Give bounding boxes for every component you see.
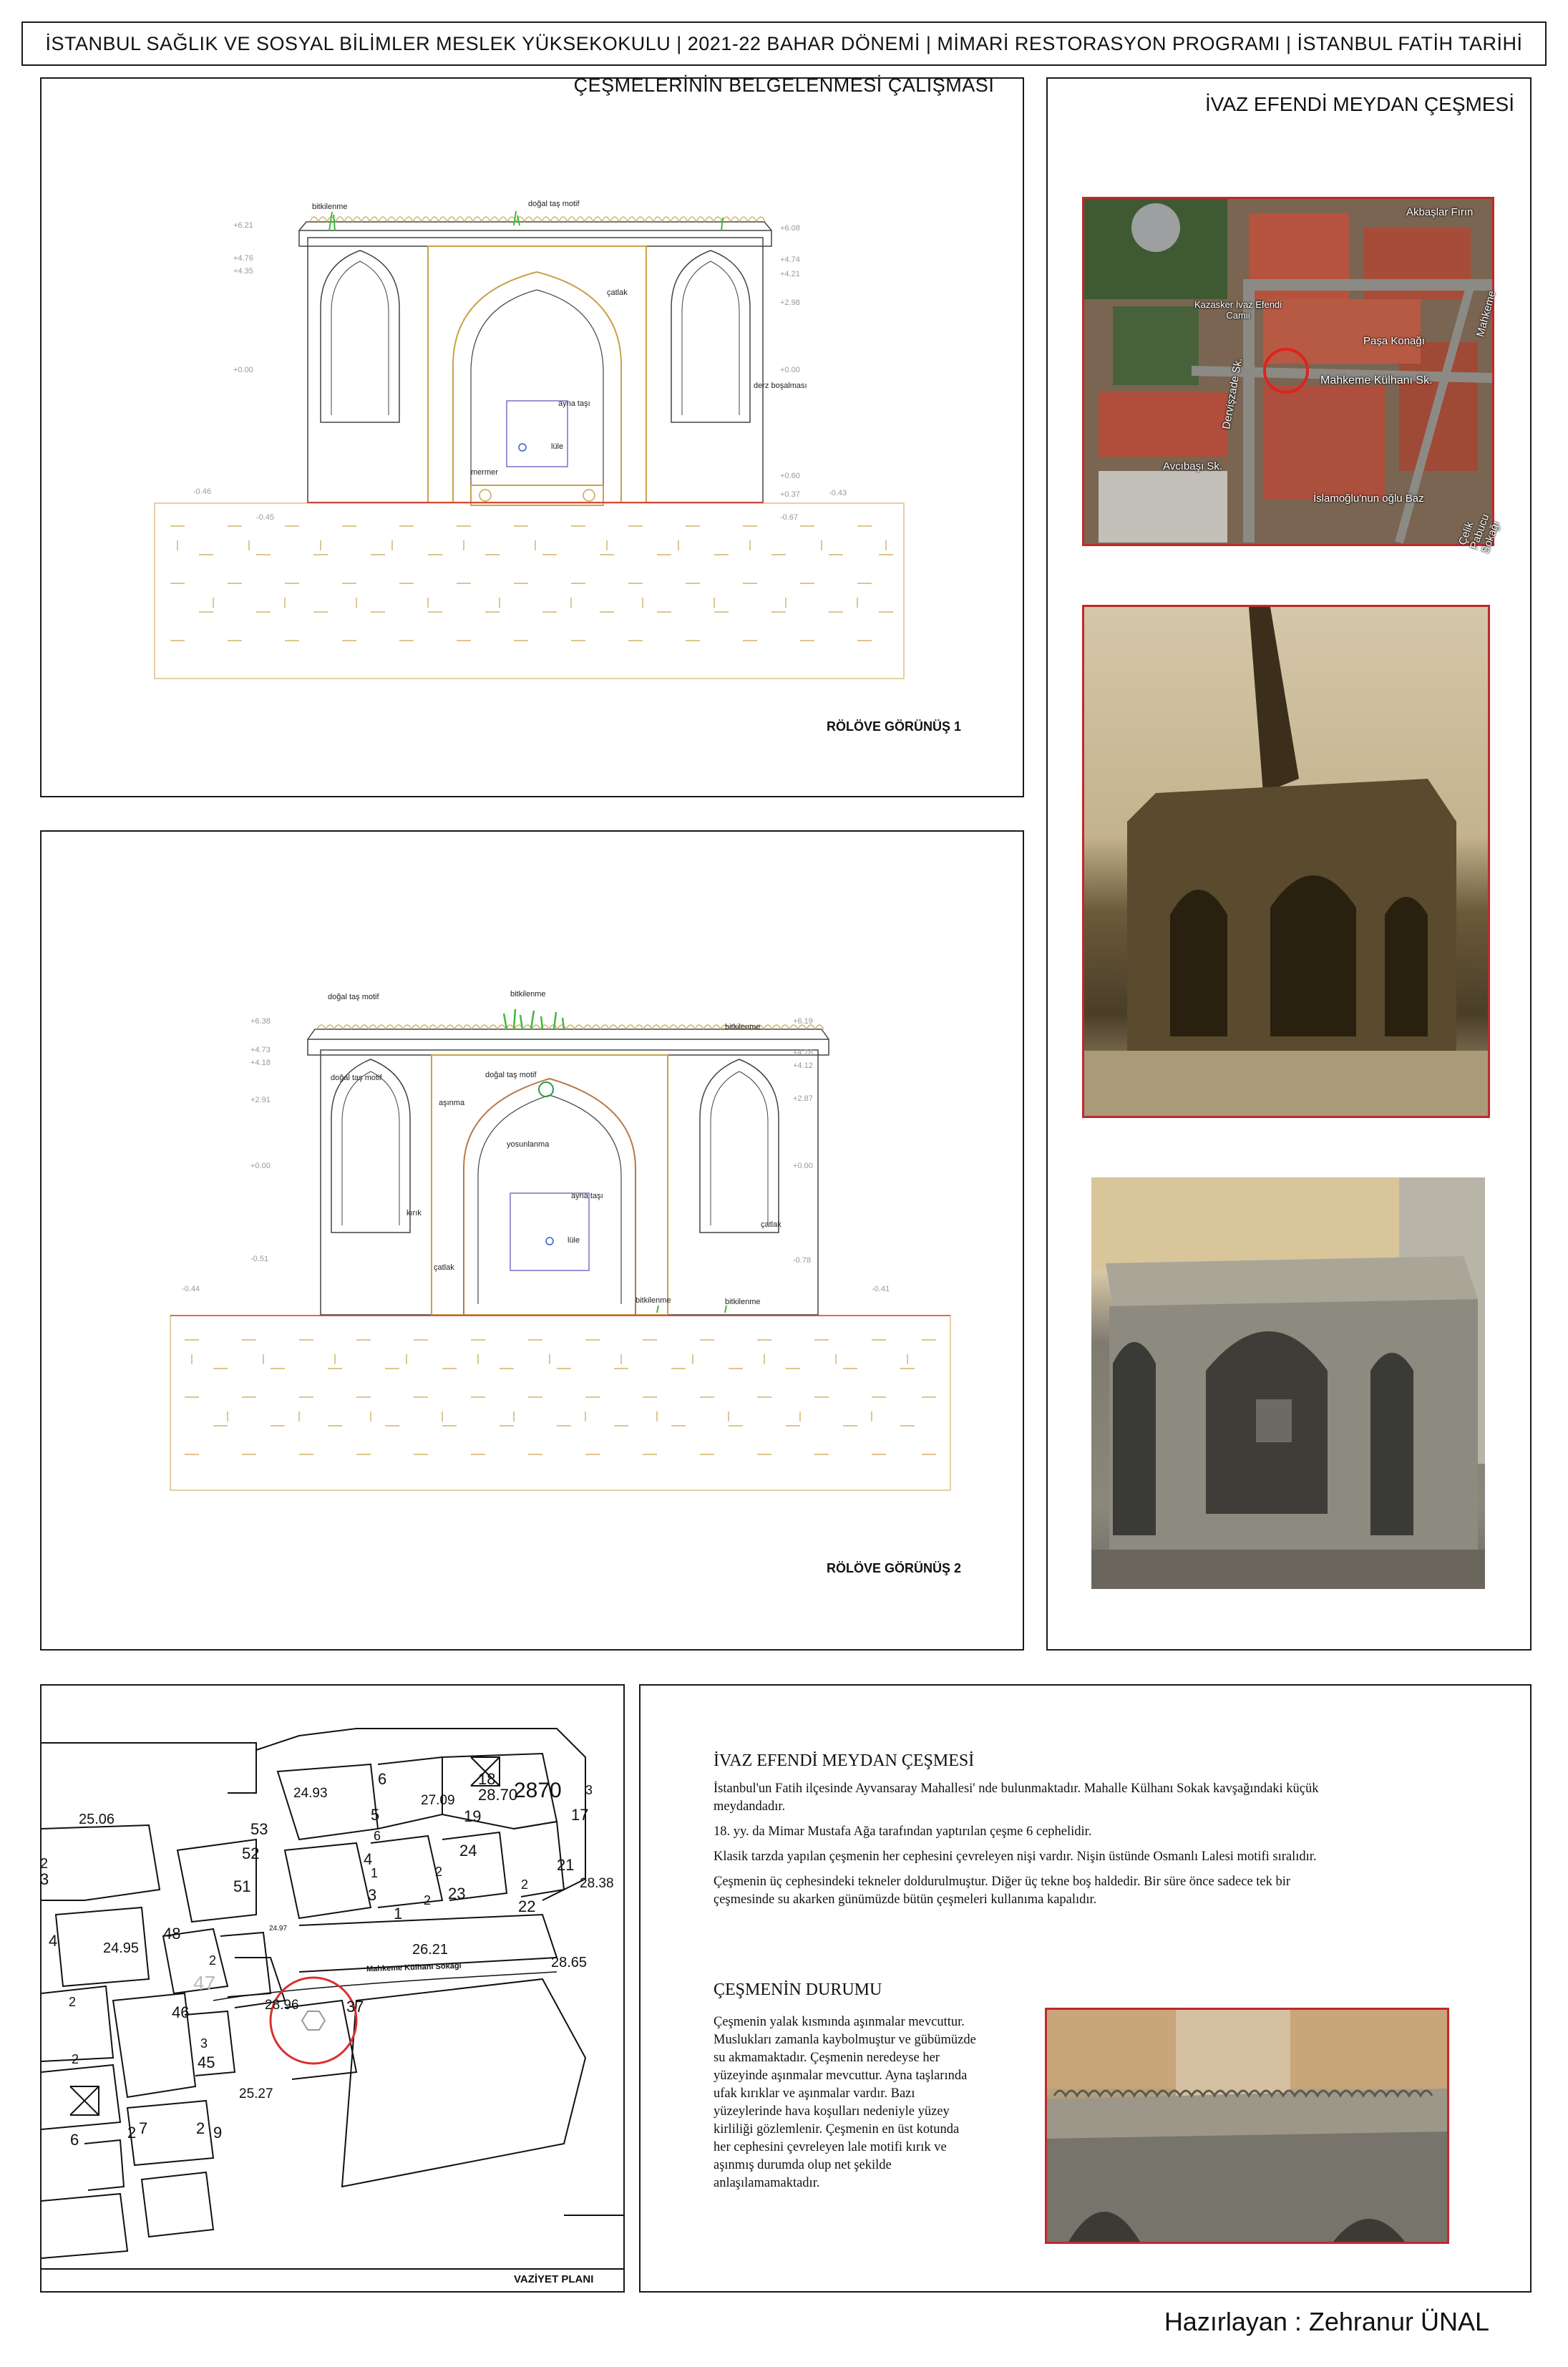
svg-text:ayna taşı: ayna taşı: [571, 1192, 603, 1200]
svg-text:derz boşalması: derz boşalması: [754, 381, 807, 390]
lot-number: 19: [464, 1807, 482, 1825]
sheet-header: [21, 21, 1547, 96]
lot-number: 24.93: [293, 1786, 328, 1801]
map-label-5: Dervişzade Sk.: [1220, 356, 1245, 430]
lot-number: 45: [198, 2053, 215, 2071]
svg-text:+4.73: +4.73: [250, 1046, 271, 1054]
lot-number: 18: [478, 1770, 496, 1788]
lot-number: 37: [346, 1998, 364, 2016]
map-label-3: Paşa Konağı: [1363, 335, 1425, 347]
svg-text:doğal taş motif: doğal taş motif: [485, 1071, 537, 1079]
lot-number: 3: [585, 1783, 593, 1797]
svg-text:+2.91: +2.91: [250, 1096, 271, 1104]
svg-text:-0.46: -0.46: [193, 487, 212, 496]
svg-text:bitkilenme: bitkilenme: [636, 1296, 671, 1305]
lot-number: 23: [448, 1885, 466, 1902]
lot-number: 4: [364, 1850, 373, 1868]
lot-number: 1: [371, 1866, 379, 1880]
historic-photo: [1082, 605, 1490, 1118]
current-photo-drawing: [1091, 1177, 1485, 1589]
svg-text:mermer: mermer: [471, 468, 498, 477]
condition-photo: [1045, 2008, 1449, 2244]
svg-text:+4.21: +4.21: [780, 270, 800, 278]
description-paragraph: Çeşmenin üç cephesindeki tekneler doldurulmuştur. Diğer üç tekne boş haldedir. Bir süre önce sadece tek bir çeşmesinde su akarken günümüzde bütün çeşmeleri kullanıma kapalıdır.: [714, 1875, 1291, 1907]
lot-number: 26.21: [412, 1942, 449, 1958]
condition-photo-drawing: [1047, 2010, 1447, 2242]
historic-photo-drawing: [1084, 607, 1488, 1116]
svg-text:-0.78: -0.78: [793, 1256, 812, 1265]
description-title: İVAZ EFENDİ MEYDAN ÇEŞMESİ: [714, 1751, 975, 1770]
lot-number: 22: [518, 1897, 536, 1915]
lot-number: 5: [371, 1806, 380, 1824]
lot-number: 51: [233, 1877, 251, 1895]
svg-text:doğal taş motif: doğal taş motif: [328, 993, 379, 1001]
svg-text:-0.67: -0.67: [780, 513, 799, 522]
street-name: Mahkeme Külhanı Sokağı: [366, 1961, 462, 1974]
map-label-2: Kazasker İvaz Efendi Camii: [1194, 299, 1282, 321]
elevation-1-label: RÖLÖVE GÖRÜNÜŞ 1: [826, 719, 961, 734]
map-label-1: Akbaşlar Fırın: [1406, 206, 1474, 218]
lot-number: 2: [435, 1865, 443, 1879]
svg-text:+4.76: +4.76: [793, 1049, 813, 1057]
lot-number: 3: [40, 1870, 49, 1888]
lot-number: 7: [139, 2119, 148, 2137]
description-paragraph: İstanbul'un Fatih ilçesinde Ayvansaray Mahallesi' nde bulunmaktadır. Mahalle Külhanı Sokak kavşağındaki küçük meydandadır.: [714, 1782, 1319, 1814]
svg-text:+4.35: +4.35: [233, 267, 253, 276]
lot-number: 2: [521, 1877, 529, 1892]
description-body: [714, 1780, 1343, 1916]
lot-number: 3: [200, 2036, 208, 2051]
svg-text:+4.18: +4.18: [250, 1059, 271, 1067]
lot-number: 46: [172, 2003, 190, 2021]
elevation-1-drawing: [42, 79, 1023, 796]
lot-number: 2: [209, 1953, 217, 1968]
current-photo: [1091, 1177, 1485, 1589]
map-label-4: Mahkeme Külhanı Sk.: [1320, 374, 1433, 387]
ground-paving: [170, 1316, 950, 1490]
svg-text:-0.44: -0.44: [182, 1285, 200, 1293]
condition-title: ÇEŞMENİN DURUMU: [714, 1980, 882, 1999]
lot-number: 28.38: [580, 1876, 614, 1891]
lot-number: 17: [571, 1806, 589, 1824]
lot-number: 25.27: [239, 2086, 273, 2101]
svg-text:doğal taş motif: doğal taş motif: [528, 200, 580, 208]
lot-number: 53: [250, 1820, 268, 1838]
lot-number: 2: [127, 2124, 137, 2142]
lot-number: 47: [193, 1972, 216, 1994]
lot-number: 2870: [514, 1779, 562, 1802]
lot-number: 6: [70, 2131, 79, 2149]
aerial-map-photo: [1082, 197, 1502, 555]
svg-text:+0.00: +0.00: [233, 366, 253, 374]
lot-number: 3: [368, 1886, 377, 1904]
svg-text:doğal taş motif: doğal taş motif: [331, 1074, 382, 1082]
svg-text:-0.43: -0.43: [829, 489, 847, 497]
svg-text:lüle: lüle: [551, 442, 564, 451]
map-label-6: Avcıbaşı Sk.: [1163, 460, 1223, 472]
elevation-1-panel: [40, 77, 1024, 797]
description-paragraph: 18. yy. da Mimar Mustafa Ağa tarafından yaptırılan çeşme 6 cephelidir.: [714, 1824, 1092, 1839]
svg-text:+0.00: +0.00: [780, 366, 800, 374]
svg-text:+0.37: +0.37: [780, 490, 800, 499]
svg-text:yosunlanma: yosunlanma: [507, 1140, 550, 1149]
elevation-2-panel: [40, 830, 1024, 1651]
lot-number: 24.97: [269, 1925, 288, 1933]
lot-number: 24.95: [103, 1940, 140, 1956]
svg-text:-0.41: -0.41: [872, 1285, 890, 1293]
lot-number: 6: [374, 1829, 381, 1843]
lot-number: 24: [459, 1842, 477, 1860]
svg-text:çatlak: çatlak: [434, 1263, 454, 1272]
ground-paving: [155, 503, 904, 679]
lot-number: 2: [424, 1893, 432, 1907]
lot-number: 2: [196, 2119, 205, 2137]
site-plan-panel: [40, 1684, 625, 2293]
svg-text:+6.38: +6.38: [250, 1017, 271, 1026]
svg-text:kırık: kırık: [406, 1209, 422, 1217]
lot-number: 2: [40, 1856, 49, 1872]
lot-number: 9: [213, 2124, 223, 2142]
elevation-2-label: RÖLÖVE GÖRÜNÜŞ 2: [826, 1561, 961, 1575]
fountain-title: İVAZ EFENDİ MEYDAN ÇEŞMESİ: [1205, 93, 1514, 115]
lot-number: 21: [557, 1856, 575, 1874]
svg-text:bitkilenme: bitkilenme: [725, 1298, 761, 1306]
lot-number: 25.06: [79, 1812, 115, 1827]
description-panel: [639, 1684, 1532, 2293]
sheet-header-title: İSTANBUL SAĞLIK VE SOSYAL BİLİMLER MESLEK YÜKSEKOKULU | 2021-22 BAHAR DÖNEMİ | MİMARİ RESTORASYON PROGRAMI | İSTANBUL FATİH TARİHİ ÇEŞMELERİNİN BELGELENMESİ ÇALIŞMASI: [45, 33, 1523, 96]
svg-text:+0.00: +0.00: [250, 1162, 271, 1170]
lot-number: 1: [394, 1905, 403, 1923]
svg-text:+0.60: +0.60: [780, 472, 800, 480]
svg-text:+6.21: +6.21: [233, 221, 253, 230]
lot-number: 28.96: [265, 1998, 299, 2013]
svg-text:-0.45: -0.45: [256, 513, 275, 522]
svg-text:lüle: lüle: [568, 1236, 580, 1245]
svg-text:aşınma: aşınma: [439, 1099, 465, 1107]
svg-text:bitkilenme: bitkilenme: [725, 1023, 761, 1031]
elevation-2-drawing: [42, 832, 1023, 1649]
svg-text:+6.08: +6.08: [780, 224, 800, 233]
svg-text:çatlak: çatlak: [607, 288, 628, 297]
svg-text:+2.98: +2.98: [780, 298, 800, 307]
lot-number: 48: [163, 1925, 181, 1943]
lot-number: 27.09: [421, 1793, 455, 1808]
svg-text:+2.87: +2.87: [793, 1094, 813, 1103]
svg-text:bitkilenme: bitkilenme: [312, 203, 348, 211]
lot-number: 28.65: [551, 1955, 588, 1970]
svg-text:28.70: 28.70: [478, 1786, 518, 1804]
lot-number: 4: [49, 1932, 58, 1950]
map-label-8: Çelik Pabucu Sokağı: [1456, 512, 1502, 555]
map-label-7: İslamoğlu'nun oğlu Baz: [1313, 492, 1424, 505]
lot-number: 6: [378, 1770, 387, 1788]
svg-text:bitkilenme: bitkilenme: [510, 990, 546, 998]
svg-text:çatlak: çatlak: [761, 1220, 781, 1229]
svg-text:-0.51: -0.51: [250, 1255, 269, 1263]
svg-text:+4.74: +4.74: [780, 256, 800, 264]
lot-number: 2: [72, 2052, 79, 2066]
svg-text:+4.12: +4.12: [793, 1061, 813, 1070]
svg-text:+0.00: +0.00: [793, 1162, 813, 1170]
svg-text:ayna taşı: ayna taşı: [558, 399, 590, 408]
aerial-map-drawing: [1084, 199, 1492, 544]
svg-text:+4.76: +4.76: [233, 254, 253, 263]
lot-number: 52: [242, 1844, 260, 1862]
prepared-by: Hazırlayan : Zehranur ÜNAL: [1164, 2307, 1489, 2336]
description-paragraph: Klasik tarzda yapılan çeşmenin her cephesini çevreleyen nişi vardır. Nişin üstünde Osmanlı Lalesi motifi sıralıdır.: [714, 1850, 1317, 1864]
site-plan-label: VAZİYET PLANI: [514, 2273, 594, 2285]
condition-body: Çeşmenin yalak kısmında aşınmalar mevcuttur. Muslukları zamanla kaybolmuştur ve gübümüzde su akmamaktadır. Çeşmenin neredeyse her yüzeyinde aşınmalar mevcuttur. Ayna taşlarında ufak kırıklar ve aşınmalar vardır. Bazı yüzeylerinde hava koşulları nedeniyle yüzey kirliliği gözlemlenir. Çeşmenin en üst kotunda her cephesini çevreleyen lale motifi kırık ve aşınmış durumda olup net şekilde anlaşılamamaktadır.: [714, 2015, 976, 2190]
lot-number: 2: [69, 1995, 77, 2009]
map-label-9: Mahkeme: [1474, 289, 1499, 339]
site-plan-numbers: [42, 1686, 623, 2291]
svg-text:+6.19: +6.19: [793, 1017, 813, 1026]
